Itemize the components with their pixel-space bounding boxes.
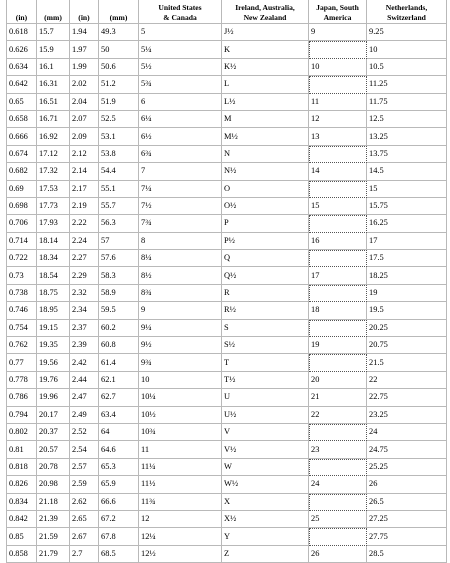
- cell-japan-sa-size: [309, 528, 367, 545]
- cell-circumference-mm: 57: [99, 233, 139, 250]
- cell-diameter-in: 0.682: [7, 163, 37, 180]
- cell-diameter-in: 0.794: [7, 407, 37, 424]
- header-diameter-in: (in): [7, 0, 37, 24]
- cell-ireland-au-nz-size: J½: [222, 24, 309, 41]
- cell-diameter-mm: 21.79: [37, 546, 70, 563]
- table-row: [7, 494, 447, 511]
- header-diameter-mm: (mm): [37, 0, 70, 24]
- cell-circumference-mm: 55.1: [99, 181, 139, 198]
- cell-netherlands-ch-size: 20.25: [367, 320, 447, 337]
- cell-diameter-mm: 18.54: [37, 267, 70, 284]
- cell-japan-sa-size: 12: [309, 111, 367, 128]
- cell-circumference-mm: 49.3: [99, 24, 139, 41]
- cell-circumference-mm: 64.6: [99, 441, 139, 458]
- cell-ireland-au-nz-size: O: [222, 181, 309, 198]
- cell-circumference-mm: 65.3: [99, 459, 139, 476]
- cell-netherlands-ch-size: 24.75: [367, 441, 447, 458]
- cell-japan-sa-size: 19: [309, 337, 367, 354]
- cell-japan-sa-size: 10: [309, 59, 367, 76]
- cell-circumference-in: 2.37: [70, 320, 99, 337]
- table-body: [7, 24, 447, 563]
- cell-japan-sa-size: [309, 494, 367, 511]
- cell-japan-sa-size: [309, 285, 367, 302]
- table-row: [7, 24, 447, 41]
- cell-diameter-mm: 19.96: [37, 389, 70, 406]
- cell-us-canada-size: 10¼: [139, 389, 222, 406]
- cell-netherlands-ch-size: 12.5: [367, 111, 447, 128]
- cell-japan-sa-size: 22: [309, 407, 367, 424]
- cell-japan-sa-size: 15: [309, 198, 367, 215]
- cell-netherlands-ch-size: 17.5: [367, 250, 447, 267]
- cell-netherlands-ch-size: 9.25: [367, 24, 447, 41]
- cell-japan-sa-size: 24: [309, 476, 367, 493]
- cell-diameter-in: 0.754: [7, 320, 37, 337]
- cell-circumference-in: 2.59: [70, 476, 99, 493]
- cell-circumference-in: 2.7: [70, 546, 99, 563]
- cell-diameter-mm: 16.1: [37, 59, 70, 76]
- cell-us-canada-size: 6¼: [139, 111, 222, 128]
- cell-diameter-in: 0.786: [7, 389, 37, 406]
- cell-circumference-in: 2.42: [70, 354, 99, 371]
- cell-diameter-mm: 18.95: [37, 302, 70, 319]
- cell-us-canada-size: 7¼: [139, 181, 222, 198]
- cell-japan-sa-size: 21: [309, 389, 367, 406]
- cell-ireland-au-nz-size: K: [222, 41, 309, 58]
- cell-us-canada-size: 8½: [139, 267, 222, 284]
- cell-netherlands-ch-size: 14.5: [367, 163, 447, 180]
- cell-us-canada-size: 11½: [139, 476, 222, 493]
- cell-diameter-in: 0.834: [7, 494, 37, 511]
- cell-circumference-mm: 53.1: [99, 128, 139, 145]
- cell-ireland-au-nz-size: V½: [222, 441, 309, 458]
- cell-ireland-au-nz-size: V: [222, 424, 309, 441]
- cell-diameter-in: 0.65: [7, 94, 37, 111]
- cell-netherlands-ch-size: 10: [367, 41, 447, 58]
- cell-circumference-mm: 62.7: [99, 389, 139, 406]
- cell-ireland-au-nz-size: Z: [222, 546, 309, 563]
- cell-diameter-mm: 21.39: [37, 511, 70, 528]
- cell-ireland-au-nz-size: K½: [222, 59, 309, 76]
- cell-circumference-in: 2.52: [70, 424, 99, 441]
- cell-japan-sa-size: 13: [309, 128, 367, 145]
- cell-diameter-in: 0.778: [7, 372, 37, 389]
- cell-netherlands-ch-size: 19.5: [367, 302, 447, 319]
- cell-ireland-au-nz-size: L: [222, 76, 309, 93]
- cell-circumference-in: 2.47: [70, 389, 99, 406]
- table-row: [7, 285, 447, 302]
- cell-us-canada-size: 5¼: [139, 41, 222, 58]
- cell-circumference-in: 2.14: [70, 163, 99, 180]
- cell-netherlands-ch-size: 26.5: [367, 494, 447, 511]
- cell-japan-sa-size: [309, 320, 367, 337]
- cell-diameter-mm: 17.73: [37, 198, 70, 215]
- cell-diameter-in: 0.642: [7, 76, 37, 93]
- cell-japan-sa-size: [309, 424, 367, 441]
- cell-diameter-mm: 16.92: [37, 128, 70, 145]
- cell-diameter-mm: 16.31: [37, 76, 70, 93]
- cell-diameter-mm: 20.57: [37, 441, 70, 458]
- cell-us-canada-size: 5: [139, 24, 222, 41]
- cell-netherlands-ch-size: 22: [367, 372, 447, 389]
- cell-japan-sa-size: 20: [309, 372, 367, 389]
- cell-circumference-mm: 62.1: [99, 372, 139, 389]
- cell-circumference-mm: 51.2: [99, 76, 139, 93]
- cell-netherlands-ch-size: 20.75: [367, 337, 447, 354]
- cell-circumference-in: 2.49: [70, 407, 99, 424]
- cell-circumference-mm: 51.9: [99, 94, 139, 111]
- cell-ireland-au-nz-size: P½: [222, 233, 309, 250]
- cell-japan-sa-size: [309, 354, 367, 371]
- cell-netherlands-ch-size: 10.5: [367, 59, 447, 76]
- cell-us-canada-size: 5¾: [139, 76, 222, 93]
- cell-netherlands-ch-size: 13.75: [367, 146, 447, 163]
- cell-us-canada-size: 9¾: [139, 354, 222, 371]
- cell-netherlands-ch-size: 16.25: [367, 215, 447, 232]
- cell-circumference-in: 2.17: [70, 181, 99, 198]
- cell-diameter-in: 0.73: [7, 267, 37, 284]
- cell-us-canada-size: 9¼: [139, 320, 222, 337]
- cell-circumference-in: 1.94: [70, 24, 99, 41]
- cell-diameter-mm: 19.76: [37, 372, 70, 389]
- table-row: [7, 528, 447, 545]
- cell-circumference-in: 2.34: [70, 302, 99, 319]
- cell-diameter-mm: 20.37: [37, 424, 70, 441]
- cell-us-canada-size: 11: [139, 441, 222, 458]
- cell-circumference-mm: 50: [99, 41, 139, 58]
- cell-diameter-in: 0.842: [7, 511, 37, 528]
- cell-diameter-in: 0.698: [7, 198, 37, 215]
- cell-diameter-in: 0.746: [7, 302, 37, 319]
- cell-ireland-au-nz-size: Q½: [222, 267, 309, 284]
- cell-japan-sa-size: 25: [309, 511, 367, 528]
- cell-diameter-mm: 18.34: [37, 250, 70, 267]
- cell-japan-sa-size: [309, 215, 367, 232]
- cell-diameter-in: 0.858: [7, 546, 37, 563]
- cell-ireland-au-nz-size: S: [222, 320, 309, 337]
- cell-us-canada-size: 7½: [139, 198, 222, 215]
- cell-ireland-au-nz-size: S½: [222, 337, 309, 354]
- cell-diameter-mm: 18.75: [37, 285, 70, 302]
- cell-diameter-in: 0.722: [7, 250, 37, 267]
- table-row: [7, 181, 447, 198]
- cell-diameter-mm: 19.35: [37, 337, 70, 354]
- cell-us-canada-size: 9: [139, 302, 222, 319]
- cell-us-canada-size: 11¼: [139, 459, 222, 476]
- cell-diameter-mm: 17.93: [37, 215, 70, 232]
- header-circumference-in: (in): [70, 0, 99, 24]
- cell-circumference-mm: 67.8: [99, 528, 139, 545]
- cell-diameter-in: 0.618: [7, 24, 37, 41]
- cell-diameter-in: 0.666: [7, 128, 37, 145]
- cell-circumference-mm: 50.6: [99, 59, 139, 76]
- cell-ireland-au-nz-size: R: [222, 285, 309, 302]
- cell-circumference-mm: 60.8: [99, 337, 139, 354]
- cell-diameter-in: 0.634: [7, 59, 37, 76]
- cell-circumference-mm: 60.2: [99, 320, 139, 337]
- table-row: [7, 424, 447, 441]
- table-row: [7, 302, 447, 319]
- cell-ireland-au-nz-size: U½: [222, 407, 309, 424]
- cell-diameter-mm: 20.78: [37, 459, 70, 476]
- cell-circumference-in: 2.24: [70, 233, 99, 250]
- cell-netherlands-ch-size: 11.75: [367, 94, 447, 111]
- cell-diameter-mm: 17.32: [37, 163, 70, 180]
- cell-diameter-mm: 15.9: [37, 41, 70, 58]
- cell-diameter-in: 0.674: [7, 146, 37, 163]
- cell-netherlands-ch-size: 23.25: [367, 407, 447, 424]
- cell-netherlands-ch-size: 27.25: [367, 511, 447, 528]
- cell-circumference-mm: 58.9: [99, 285, 139, 302]
- cell-ireland-au-nz-size: L½: [222, 94, 309, 111]
- cell-circumference-mm: 66.6: [99, 494, 139, 511]
- cell-us-canada-size: 12¼: [139, 528, 222, 545]
- cell-japan-sa-size: [309, 181, 367, 198]
- cell-diameter-mm: 20.17: [37, 407, 70, 424]
- cell-us-canada-size: 6½: [139, 128, 222, 145]
- cell-circumference-mm: 58.3: [99, 267, 139, 284]
- table-row: [7, 198, 447, 215]
- cell-circumference-mm: 57.6: [99, 250, 139, 267]
- table-row: [7, 337, 447, 354]
- table-row: [7, 111, 447, 128]
- cell-circumference-in: 2.19: [70, 198, 99, 215]
- cell-diameter-in: 0.81: [7, 441, 37, 458]
- cell-diameter-mm: 21.59: [37, 528, 70, 545]
- cell-us-canada-size: 10¾: [139, 424, 222, 441]
- cell-diameter-mm: 16.71: [37, 111, 70, 128]
- cell-japan-sa-size: 16: [309, 233, 367, 250]
- table-row: [7, 128, 447, 145]
- cell-us-canada-size: 6: [139, 94, 222, 111]
- cell-us-canada-size: 8¼: [139, 250, 222, 267]
- cell-diameter-in: 0.802: [7, 424, 37, 441]
- header-us-canada: United States & Canada: [139, 0, 222, 24]
- cell-us-canada-size: 11¾: [139, 494, 222, 511]
- cell-japan-sa-size: 26: [309, 546, 367, 563]
- table-row: [7, 407, 447, 424]
- cell-circumference-in: 2.04: [70, 94, 99, 111]
- cell-circumference-mm: 65.9: [99, 476, 139, 493]
- cell-ireland-au-nz-size: M: [222, 111, 309, 128]
- cell-diameter-mm: 19.56: [37, 354, 70, 371]
- table-row: [7, 354, 447, 371]
- cell-ireland-au-nz-size: N: [222, 146, 309, 163]
- cell-circumference-in: 2.57: [70, 459, 99, 476]
- cell-netherlands-ch-size: 25.25: [367, 459, 447, 476]
- cell-us-canada-size: 7¾: [139, 215, 222, 232]
- table-row: [7, 41, 447, 58]
- cell-diameter-mm: 18.14: [37, 233, 70, 250]
- cell-japan-sa-size: [309, 41, 367, 58]
- cell-ireland-au-nz-size: P: [222, 215, 309, 232]
- table-row: [7, 320, 447, 337]
- cell-netherlands-ch-size: 19: [367, 285, 447, 302]
- cell-diameter-mm: 17.12: [37, 146, 70, 163]
- table-row: [7, 441, 447, 458]
- cell-circumference-mm: 52.5: [99, 111, 139, 128]
- cell-circumference-in: 2.65: [70, 511, 99, 528]
- cell-diameter-mm: 19.15: [37, 320, 70, 337]
- cell-netherlands-ch-size: 21.5: [367, 354, 447, 371]
- cell-ireland-au-nz-size: Y: [222, 528, 309, 545]
- header-row: [7, 0, 447, 24]
- cell-circumference-mm: 53.8: [99, 146, 139, 163]
- cell-circumference-in: 2.29: [70, 267, 99, 284]
- table-row: [7, 476, 447, 493]
- table-row: [7, 250, 447, 267]
- cell-us-canada-size: 9½: [139, 337, 222, 354]
- cell-circumference-in: 2.32: [70, 285, 99, 302]
- cell-diameter-in: 0.818: [7, 459, 37, 476]
- table-row: [7, 389, 447, 406]
- cell-circumference-in: 2.07: [70, 111, 99, 128]
- cell-netherlands-ch-size: 13.25: [367, 128, 447, 145]
- cell-ireland-au-nz-size: W: [222, 459, 309, 476]
- cell-diameter-in: 0.714: [7, 233, 37, 250]
- cell-ireland-au-nz-size: T½: [222, 372, 309, 389]
- cell-ireland-au-nz-size: X: [222, 494, 309, 511]
- cell-diameter-in: 0.706: [7, 215, 37, 232]
- cell-diameter-in: 0.826: [7, 476, 37, 493]
- cell-japan-sa-size: 9: [309, 24, 367, 41]
- cell-ireland-au-nz-size: O½: [222, 198, 309, 215]
- cell-japan-sa-size: 14: [309, 163, 367, 180]
- cell-netherlands-ch-size: 11.25: [367, 76, 447, 93]
- cell-us-canada-size: 10½: [139, 407, 222, 424]
- cell-diameter-in: 0.626: [7, 41, 37, 58]
- table-row: [7, 163, 447, 180]
- table-row: [7, 459, 447, 476]
- cell-diameter-in: 0.658: [7, 111, 37, 128]
- cell-circumference-mm: 54.4: [99, 163, 139, 180]
- cell-japan-sa-size: 18: [309, 302, 367, 319]
- cell-circumference-in: 2.44: [70, 372, 99, 389]
- cell-circumference-mm: 68.5: [99, 546, 139, 563]
- cell-circumference-in: 2.39: [70, 337, 99, 354]
- cell-diameter-mm: 16.51: [37, 94, 70, 111]
- cell-netherlands-ch-size: 17: [367, 233, 447, 250]
- cell-netherlands-ch-size: 18.25: [367, 267, 447, 284]
- cell-us-canada-size: 8¾: [139, 285, 222, 302]
- cell-circumference-in: 2.54: [70, 441, 99, 458]
- cell-circumference-in: 1.99: [70, 59, 99, 76]
- cell-netherlands-ch-size: 15.75: [367, 198, 447, 215]
- header-ireland-australia-nz: Ireland, Australia, New Zealand: [222, 0, 309, 24]
- cell-diameter-mm: 17.53: [37, 181, 70, 198]
- cell-ireland-au-nz-size: X½: [222, 511, 309, 528]
- ring-size-chart: [6, 0, 446, 563]
- table-row: [7, 215, 447, 232]
- cell-netherlands-ch-size: 15: [367, 181, 447, 198]
- cell-ireland-au-nz-size: Q: [222, 250, 309, 267]
- cell-circumference-mm: 59.5: [99, 302, 139, 319]
- header-circumference-mm: (mm): [99, 0, 139, 24]
- cell-circumference-in: 2.67: [70, 528, 99, 545]
- cell-ireland-au-nz-size: M½: [222, 128, 309, 145]
- cell-us-canada-size: 10: [139, 372, 222, 389]
- cell-japan-sa-size: 23: [309, 441, 367, 458]
- cell-us-canada-size: 12½: [139, 546, 222, 563]
- cell-ireland-au-nz-size: W½: [222, 476, 309, 493]
- cell-netherlands-ch-size: 22.75: [367, 389, 447, 406]
- cell-us-canada-size: 5½: [139, 59, 222, 76]
- cell-japan-sa-size: 17: [309, 267, 367, 284]
- cell-circumference-in: 2.02: [70, 76, 99, 93]
- cell-circumference-mm: 63.4: [99, 407, 139, 424]
- cell-netherlands-ch-size: 26: [367, 476, 447, 493]
- table-row: [7, 267, 447, 284]
- cell-diameter-in: 0.77: [7, 354, 37, 371]
- cell-diameter-mm: 21.18: [37, 494, 70, 511]
- cell-japan-sa-size: 11: [309, 94, 367, 111]
- cell-ireland-au-nz-size: R½: [222, 302, 309, 319]
- header-netherlands-switzerland: Netherlands, Switzerland: [367, 0, 447, 24]
- cell-japan-sa-size: [309, 459, 367, 476]
- cell-circumference-mm: 55.7: [99, 198, 139, 215]
- cell-us-canada-size: 7: [139, 163, 222, 180]
- cell-diameter-in: 0.85: [7, 528, 37, 545]
- table-row: [7, 546, 447, 563]
- cell-japan-sa-size: [309, 146, 367, 163]
- cell-circumference-in: 2.09: [70, 128, 99, 145]
- cell-us-canada-size: 12: [139, 511, 222, 528]
- cell-us-canada-size: 8: [139, 233, 222, 250]
- cell-circumference-in: 2.12: [70, 146, 99, 163]
- cell-circumference-mm: 56.3: [99, 215, 139, 232]
- ring-size-table: [6, 0, 447, 563]
- cell-us-canada-size: 6¾: [139, 146, 222, 163]
- table-row: [7, 511, 447, 528]
- table-row: [7, 146, 447, 163]
- cell-circumference-in: 2.62: [70, 494, 99, 511]
- cell-japan-sa-size: [309, 76, 367, 93]
- table-row: [7, 372, 447, 389]
- cell-diameter-in: 0.69: [7, 181, 37, 198]
- cell-ireland-au-nz-size: N½: [222, 163, 309, 180]
- cell-circumference-mm: 61.4: [99, 354, 139, 371]
- cell-diameter-in: 0.762: [7, 337, 37, 354]
- table-row: [7, 233, 447, 250]
- cell-japan-sa-size: [309, 250, 367, 267]
- cell-diameter-mm: 20.98: [37, 476, 70, 493]
- cell-diameter-mm: 15.7: [37, 24, 70, 41]
- cell-circumference-in: 2.27: [70, 250, 99, 267]
- cell-ireland-au-nz-size: U: [222, 389, 309, 406]
- cell-circumference-in: 1.97: [70, 41, 99, 58]
- cell-circumference-in: 2.22: [70, 215, 99, 232]
- cell-circumference-mm: 64: [99, 424, 139, 441]
- table-row: [7, 76, 447, 93]
- cell-diameter-in: 0.738: [7, 285, 37, 302]
- table-row: [7, 59, 447, 76]
- cell-netherlands-ch-size: 24: [367, 424, 447, 441]
- table-row: [7, 94, 447, 111]
- cell-netherlands-ch-size: 28.5: [367, 546, 447, 563]
- cell-ireland-au-nz-size: T: [222, 354, 309, 371]
- cell-netherlands-ch-size: 27.75: [367, 528, 447, 545]
- header-japan-south-america: Japan, South America: [309, 0, 367, 24]
- cell-circumference-mm: 67.2: [99, 511, 139, 528]
